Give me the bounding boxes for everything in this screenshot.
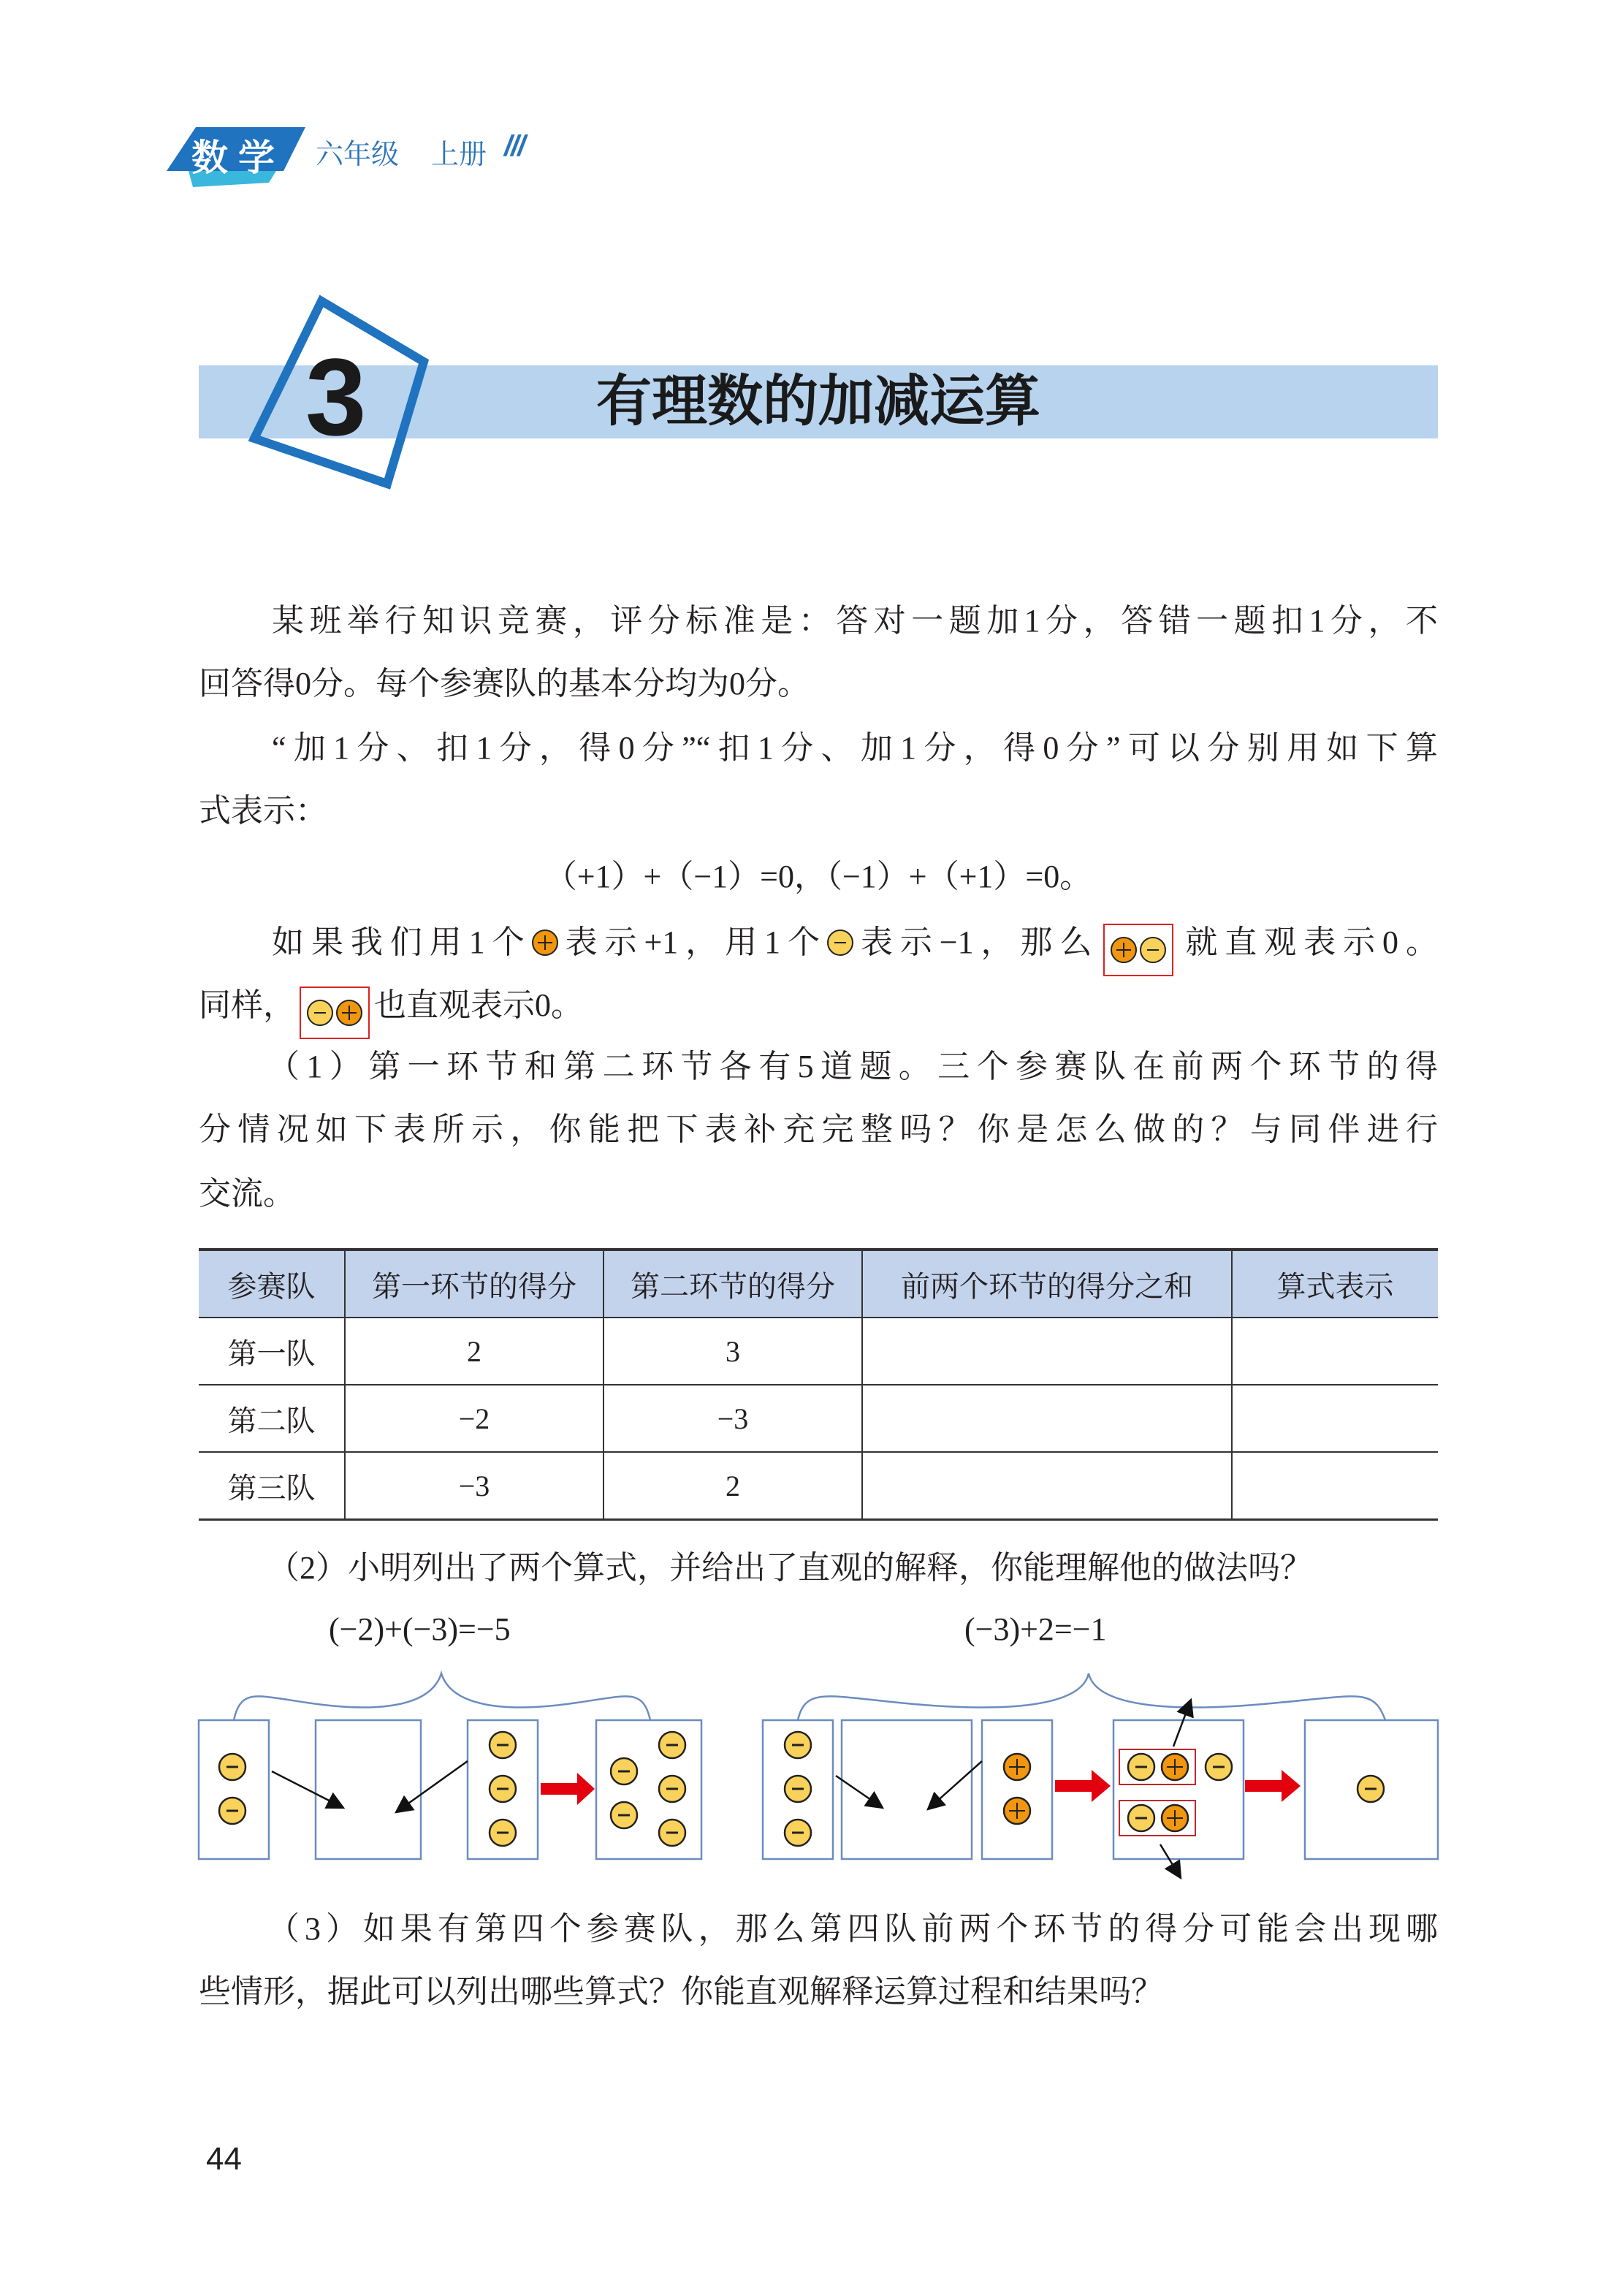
text-segment: 表示+1，用1个 — [557, 924, 827, 960]
sum-cell — [862, 1385, 1232, 1452]
plus-coin-icon — [1111, 937, 1137, 963]
subject-label: 数学 — [191, 137, 285, 178]
column-header: 第一环节的得分 — [345, 1250, 604, 1318]
paragraph-line: 些情形，据此可以列出哪些算式？你能直观解释运算过程和结果吗？ — [199, 1974, 1163, 2010]
question-2: （2）小明列出了两个算式，并给出了直观的解释，你能理解他的做法吗？ — [267, 1550, 1312, 1586]
column-header: 第二环节的得分 — [604, 1250, 862, 1318]
paragraph-line: 交流。 — [199, 1176, 295, 1212]
text-segment: 同样， — [199, 987, 295, 1023]
question-3: （3）如果有第四个参赛队，那么第四队前两个环节的得分可能会出现哪 — [267, 1911, 1438, 1947]
column-header: 参赛队 — [199, 1250, 345, 1318]
diagram-boxes — [199, 1720, 1438, 1859]
paragraph-line: 分情况如下表所示，你能把下表补充完整吗？你是怎么做的？与同伴进行 — [199, 1111, 1438, 1147]
column-header: 算式表示 — [1232, 1250, 1438, 1318]
plus-coin-icon — [532, 930, 558, 956]
sum-cell — [862, 1452, 1232, 1520]
red-arrows — [541, 1770, 1301, 1805]
score-cell: −3 — [604, 1385, 862, 1452]
paragraph-line: 某班举行知识竞赛，评分标准是：答对一题加1分，答错一题扣1分，不 — [272, 603, 1438, 639]
text-segment: 也直观表示0。 — [374, 987, 583, 1023]
chapter-number: 3 — [305, 335, 367, 458]
minus-coin-icon — [1140, 937, 1166, 963]
text-segment: 如果我们用1个 — [272, 924, 532, 960]
formula-left: (−2)+(−3)=−5 — [329, 1611, 511, 1647]
coins — [219, 1732, 1384, 1846]
score-cell: 2 — [345, 1318, 604, 1385]
decor-slashes: /// — [504, 130, 525, 162]
black-arrows — [272, 1700, 1191, 1878]
table-header-row — [199, 1250, 1438, 1318]
table-row — [199, 1318, 1438, 1385]
grade-label: 六年级 — [316, 140, 400, 170]
table-row — [199, 1385, 1438, 1452]
formula-right: (−3)+2=−1 — [964, 1611, 1107, 1647]
score-cell: 2 — [604, 1452, 862, 1520]
paragraph-line: 回答得0分。每个参赛队的基本分均为0分。 — [199, 666, 810, 702]
column-header: 前两个环节的得分之和 — [862, 1250, 1232, 1318]
score-table — [199, 1248, 1438, 1521]
paragraph-line — [272, 921, 1438, 976]
question-1: （1）第一环节和第二环节各有5道题。三个参赛队在前两个环节的得 — [267, 1049, 1438, 1084]
plus-coin-icon — [336, 1000, 362, 1026]
paragraph-line: “加1分、扣1分，得0分”“扣1分、加1分，得0分”可以分别用如下算 — [272, 730, 1438, 766]
score-cell: −3 — [345, 1452, 604, 1520]
chapter-title: 有理数的加减运算 — [596, 371, 1040, 433]
page-number: 44 — [206, 2141, 242, 2177]
sum-cell — [862, 1318, 1232, 1385]
team-cell: 第三队 — [199, 1452, 345, 1520]
expression-cell — [1232, 1452, 1438, 1520]
text-segment: 就直观表示0。 — [1178, 924, 1438, 960]
score-cell: 3 — [604, 1318, 862, 1385]
text-segment: 表示−1，那么 — [853, 924, 1100, 960]
volume-label: 上册 — [431, 140, 487, 170]
plus-minus-pair — [1103, 924, 1173, 976]
team-cell: 第一队 — [199, 1318, 345, 1385]
expression-cell — [1232, 1318, 1438, 1385]
expression-cell — [1232, 1385, 1438, 1452]
table-row — [199, 1452, 1438, 1520]
team-cell: 第二队 — [199, 1385, 345, 1452]
group-braces — [234, 1673, 1385, 1720]
score-cell: −2 — [345, 1385, 604, 1452]
minus-coin-icon — [827, 930, 853, 956]
equation-line: （+1）+（−1）=0，（−1）+（+1）=0。 — [544, 859, 1092, 894]
paragraph-line — [199, 984, 583, 1039]
paragraph-line: 式表示： — [199, 793, 327, 829]
minus-plus-pair — [300, 987, 370, 1039]
minus-coin-icon — [307, 1000, 333, 1026]
